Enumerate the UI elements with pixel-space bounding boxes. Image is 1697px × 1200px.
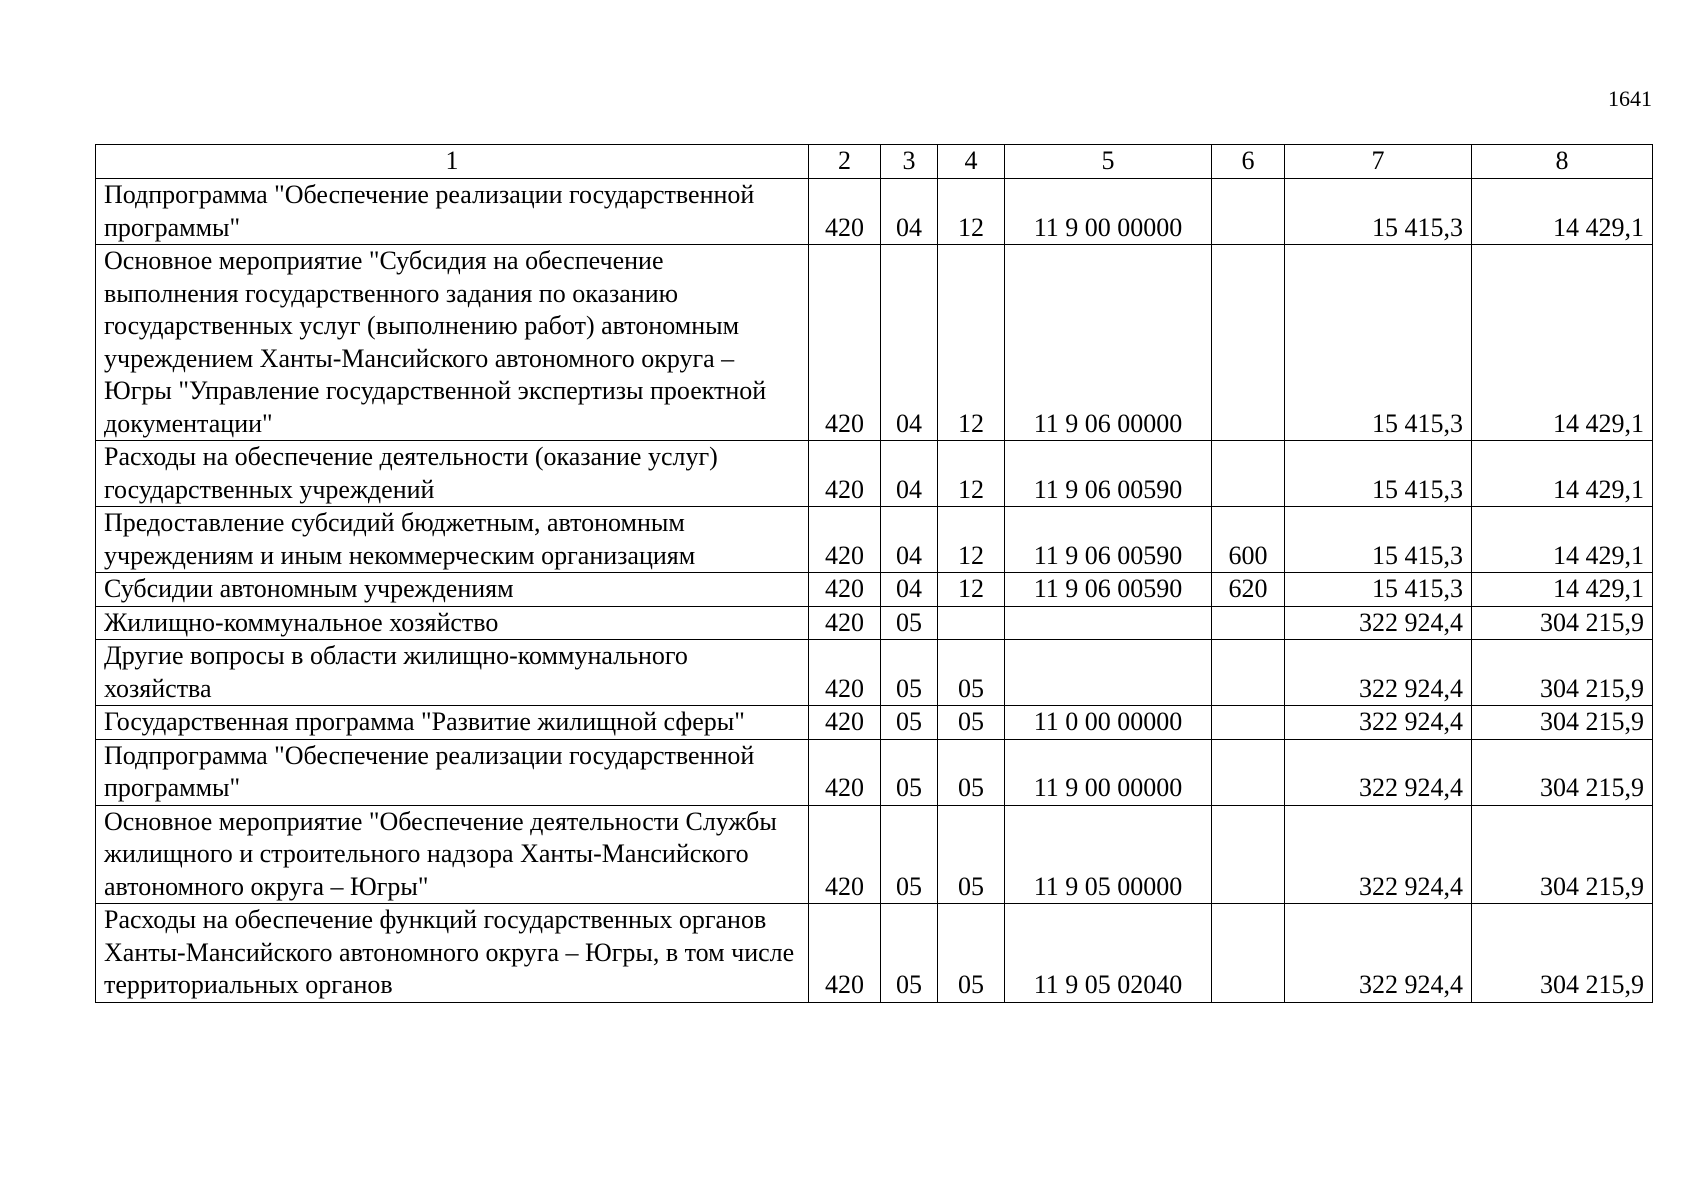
cell-col-2: 420 (809, 441, 881, 507)
cell-col-7: 15 415,3 (1285, 179, 1472, 245)
table-row (96, 706, 1653, 740)
table-row (96, 606, 1653, 640)
cell-col-3: 05 (881, 805, 938, 904)
cell-col-8: 14 429,1 (1472, 179, 1653, 245)
cell-col-6 (1212, 606, 1285, 640)
cell-col-3: 05 (881, 739, 938, 805)
cell-col-5: 11 9 05 02040 (1005, 904, 1212, 1003)
cell-col-6 (1212, 739, 1285, 805)
cell-col-3: 05 (881, 904, 938, 1003)
cell-col-8: 304 215,9 (1472, 706, 1653, 740)
cell-col-2: 420 (809, 904, 881, 1003)
cell-col-3: 05 (881, 606, 938, 640)
cell-col-5: 11 9 00 00000 (1005, 179, 1212, 245)
cell-col-4: 05 (938, 805, 1005, 904)
cell-col-3: 05 (881, 706, 938, 740)
cell-col-3: 05 (881, 640, 938, 706)
row-name: Основное мероприятие "Обеспечение деятельности Службы жилищного и строительного надзора Ханты-Мансийского автономного округа – Югры" (96, 805, 809, 904)
table-row (96, 441, 1653, 507)
col-header-5: 5 (1005, 145, 1212, 179)
cell-col-2: 420 (809, 706, 881, 740)
cell-col-2: 420 (809, 640, 881, 706)
cell-col-5 (1005, 606, 1212, 640)
cell-col-2: 420 (809, 805, 881, 904)
cell-col-4: 12 (938, 507, 1005, 573)
cell-col-8: 14 429,1 (1472, 245, 1653, 441)
cell-col-6 (1212, 904, 1285, 1003)
col-header-1: 1 (96, 145, 809, 179)
cell-col-7: 15 415,3 (1285, 507, 1472, 573)
table-row (96, 179, 1653, 245)
cell-col-3: 04 (881, 179, 938, 245)
cell-col-4: 12 (938, 179, 1005, 245)
cell-col-4: 05 (938, 640, 1005, 706)
table-row (96, 739, 1653, 805)
col-header-7: 7 (1285, 145, 1472, 179)
cell-col-6 (1212, 441, 1285, 507)
row-name: Государственная программа "Развитие жилищной сферы" (96, 706, 809, 740)
cell-col-8: 304 215,9 (1472, 805, 1653, 904)
cell-col-5: 11 9 06 00590 (1005, 441, 1212, 507)
cell-col-6 (1212, 706, 1285, 740)
cell-col-6: 600 (1212, 507, 1285, 573)
cell-col-6 (1212, 245, 1285, 441)
cell-col-4 (938, 606, 1005, 640)
cell-col-3: 04 (881, 507, 938, 573)
cell-col-2: 420 (809, 245, 881, 441)
table-row (96, 573, 1653, 607)
cell-col-5 (1005, 640, 1212, 706)
cell-col-2: 420 (809, 179, 881, 245)
col-header-3: 3 (881, 145, 938, 179)
row-name: Жилищно-коммунальное хозяйство (96, 606, 809, 640)
cell-col-7: 322 924,4 (1285, 739, 1472, 805)
row-name: Подпрограмма "Обеспечение реализации государственной программы" (96, 739, 809, 805)
row-name: Основное мероприятие "Субсидия на обеспечение выполнения государственного задания по оказанию государственных услуг (выполнению работ) автономным учреждением Ханты-Мансийского автономного округа – Югры "Управление государственной экспертизы проектной документации" (96, 245, 809, 441)
cell-col-4: 05 (938, 739, 1005, 805)
row-name: Предоставление субсидий бюджетным, автономным учреждениям и иным некоммерческим организациям (96, 507, 809, 573)
budget-table (95, 144, 1653, 1003)
cell-col-2: 420 (809, 507, 881, 573)
col-header-8: 8 (1472, 145, 1653, 179)
row-name: Субсидии автономным учреждениям (96, 573, 809, 607)
cell-col-7: 15 415,3 (1285, 245, 1472, 441)
table-row (96, 805, 1653, 904)
cell-col-8: 304 215,9 (1472, 606, 1653, 640)
cell-col-4: 05 (938, 706, 1005, 740)
cell-col-8: 14 429,1 (1472, 573, 1653, 607)
cell-col-8: 304 215,9 (1472, 640, 1653, 706)
table-row (96, 507, 1653, 573)
cell-col-5: 11 9 00 00000 (1005, 739, 1212, 805)
col-header-4: 4 (938, 145, 1005, 179)
cell-col-8: 14 429,1 (1472, 441, 1653, 507)
row-name: Расходы на обеспечение функций государственных органов Ханты-Мансийского автономного округа – Югры, в том числе территориальных органов (96, 904, 809, 1003)
cell-col-7: 322 924,4 (1285, 606, 1472, 640)
cell-col-6 (1212, 179, 1285, 245)
cell-col-4: 12 (938, 245, 1005, 441)
cell-col-5: 11 9 06 00590 (1005, 573, 1212, 607)
cell-col-6 (1212, 805, 1285, 904)
cell-col-5: 11 0 00 00000 (1005, 706, 1212, 740)
cell-col-8: 304 215,9 (1472, 739, 1653, 805)
cell-col-3: 04 (881, 441, 938, 507)
row-name: Подпрограмма "Обеспечение реализации государственной программы" (96, 179, 809, 245)
col-header-2: 2 (809, 145, 881, 179)
cell-col-8: 304 215,9 (1472, 904, 1653, 1003)
cell-col-7: 15 415,3 (1285, 441, 1472, 507)
table-row (96, 904, 1653, 1003)
cell-col-7: 322 924,4 (1285, 706, 1472, 740)
row-name: Расходы на обеспечение деятельности (оказание услуг) государственных учреждений (96, 441, 809, 507)
cell-col-5: 11 9 05 00000 (1005, 805, 1212, 904)
cell-col-4: 05 (938, 904, 1005, 1003)
cell-col-3: 04 (881, 573, 938, 607)
cell-col-5: 11 9 06 00000 (1005, 245, 1212, 441)
cell-col-7: 322 924,4 (1285, 805, 1472, 904)
cell-col-2: 420 (809, 573, 881, 607)
cell-col-2: 420 (809, 739, 881, 805)
cell-col-3: 04 (881, 245, 938, 441)
cell-col-2: 420 (809, 606, 881, 640)
page-number: 1641 (1608, 86, 1652, 111)
cell-col-7: 322 924,4 (1285, 640, 1472, 706)
cell-col-8: 14 429,1 (1472, 507, 1653, 573)
table-row (96, 245, 1653, 441)
cell-col-6 (1212, 640, 1285, 706)
header-row (96, 145, 1653, 179)
table-row (96, 640, 1653, 706)
cell-col-7: 322 924,4 (1285, 904, 1472, 1003)
col-header-6: 6 (1212, 145, 1285, 179)
cell-col-4: 12 (938, 441, 1005, 507)
cell-col-5: 11 9 06 00590 (1005, 507, 1212, 573)
row-name: Другие вопросы в области жилищно-коммунального хозяйства (96, 640, 809, 706)
cell-col-6: 620 (1212, 573, 1285, 607)
cell-col-4: 12 (938, 573, 1005, 607)
cell-col-7: 15 415,3 (1285, 573, 1472, 607)
